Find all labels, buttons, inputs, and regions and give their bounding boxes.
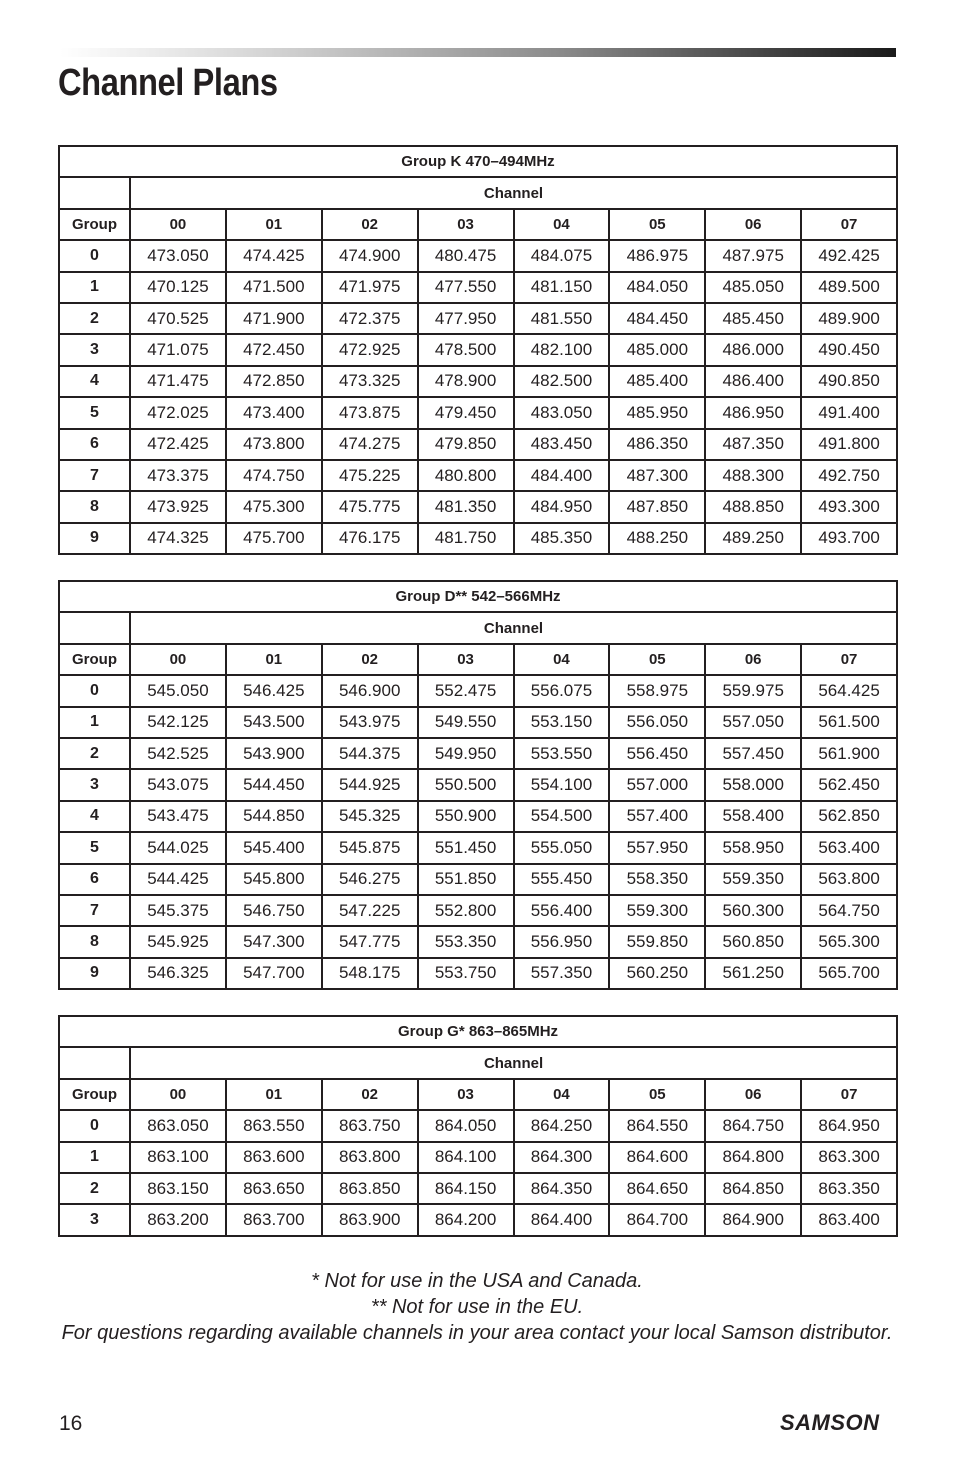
frequency-cell: 864.550 xyxy=(609,1110,705,1141)
frequency-cell: 553.550 xyxy=(514,738,610,769)
frequency-cell: 545.925 xyxy=(130,926,226,957)
table-title: Group G* 863–865MHz xyxy=(59,1016,897,1047)
frequency-cell: 475.225 xyxy=(322,460,418,491)
channel-table-group-g xyxy=(58,1015,898,1237)
frequency-cell: 546.425 xyxy=(226,675,322,706)
group-number-cell: 1 xyxy=(59,272,130,303)
frequency-cell: 481.350 xyxy=(418,491,514,522)
frequency-cell: 544.450 xyxy=(226,769,322,800)
frequency-cell: 560.300 xyxy=(705,895,801,926)
table-title: Group K 470–494MHz xyxy=(59,146,897,177)
frequency-cell: 544.375 xyxy=(322,738,418,769)
frequency-cell: 864.300 xyxy=(514,1142,610,1173)
channel-column-header: 02 xyxy=(322,644,418,675)
group-number-cell: 7 xyxy=(59,460,130,491)
channel-column-header: 04 xyxy=(514,1079,610,1110)
table-row xyxy=(59,832,897,863)
frequency-cell: 486.400 xyxy=(705,366,801,397)
blank-cell xyxy=(59,177,130,208)
table-row xyxy=(59,769,897,800)
frequency-cell: 549.950 xyxy=(418,738,514,769)
frequency-cell: 558.000 xyxy=(705,769,801,800)
frequency-cell: 478.500 xyxy=(418,334,514,365)
frequency-cell: 542.525 xyxy=(130,738,226,769)
frequency-cell: 488.850 xyxy=(705,491,801,522)
footnote-usa-canada: * Not for use in the USA and Canada. xyxy=(311,1270,643,1292)
channel-column-header: 07 xyxy=(801,644,897,675)
frequency-cell: 547.225 xyxy=(322,895,418,926)
frequency-cell: 492.750 xyxy=(801,460,897,491)
frequency-cell: 473.800 xyxy=(226,429,322,460)
table-row xyxy=(59,240,897,271)
group-number-cell: 0 xyxy=(59,675,130,706)
footnote-distributor: For questions regarding available channels in your area contact your local Samson distributor. xyxy=(61,1322,893,1344)
frequency-cell: 863.650 xyxy=(226,1173,322,1204)
frequency-cell: 488.300 xyxy=(705,460,801,491)
channel-header: Channel xyxy=(130,177,897,208)
frequency-cell: 557.950 xyxy=(609,832,705,863)
frequency-cell: 563.800 xyxy=(801,864,897,895)
table-row xyxy=(59,926,897,957)
channel-column-header: 00 xyxy=(130,209,226,240)
frequency-cell: 484.075 xyxy=(514,240,610,271)
blank-cell xyxy=(59,612,130,643)
frequency-cell: 482.100 xyxy=(514,334,610,365)
frequency-cell: 543.500 xyxy=(226,707,322,738)
channel-column-header: 04 xyxy=(514,209,610,240)
frequency-cell: 485.400 xyxy=(609,366,705,397)
frequency-cell: 864.800 xyxy=(705,1142,801,1173)
frequency-cell: 473.875 xyxy=(322,397,418,428)
frequency-cell: 549.550 xyxy=(418,707,514,738)
frequency-cell: 492.425 xyxy=(801,240,897,271)
group-number-cell: 2 xyxy=(59,1173,130,1204)
frequency-cell: 474.275 xyxy=(322,429,418,460)
frequency-cell: 474.425 xyxy=(226,240,322,271)
frequency-cell: 490.450 xyxy=(801,334,897,365)
page-title: Channel Plans xyxy=(58,62,278,104)
frequency-cell: 864.100 xyxy=(418,1142,514,1173)
frequency-cell: 863.600 xyxy=(226,1142,322,1173)
frequency-cell: 864.950 xyxy=(801,1110,897,1141)
frequency-cell: 557.400 xyxy=(609,801,705,832)
frequency-cell: 559.350 xyxy=(705,864,801,895)
frequency-cell: 864.250 xyxy=(514,1110,610,1141)
frequency-cell: 558.350 xyxy=(609,864,705,895)
channel-column-header: 01 xyxy=(226,644,322,675)
frequency-cell: 478.900 xyxy=(418,366,514,397)
channel-column-header: 00 xyxy=(130,644,226,675)
frequency-cell: 559.975 xyxy=(705,675,801,706)
channel-column-header: 05 xyxy=(609,644,705,675)
group-number-cell: 5 xyxy=(59,397,130,428)
frequency-cell: 472.925 xyxy=(322,334,418,365)
table-row xyxy=(59,864,897,895)
channel-column-header: 04 xyxy=(514,644,610,675)
frequency-cell: 551.850 xyxy=(418,864,514,895)
frequency-cell: 864.400 xyxy=(514,1204,610,1235)
frequency-cell: 545.050 xyxy=(130,675,226,706)
group-number-cell: 3 xyxy=(59,769,130,800)
frequency-cell: 554.100 xyxy=(514,769,610,800)
frequency-cell: 558.400 xyxy=(705,801,801,832)
frequency-cell: 863.750 xyxy=(322,1110,418,1141)
frequency-cell: 484.050 xyxy=(609,272,705,303)
frequency-cell: 864.900 xyxy=(705,1204,801,1235)
frequency-cell: 470.125 xyxy=(130,272,226,303)
frequency-cell: 864.750 xyxy=(705,1110,801,1141)
frequency-cell: 545.800 xyxy=(226,864,322,895)
group-column-header: Group xyxy=(59,209,130,240)
frequency-cell: 471.900 xyxy=(226,303,322,334)
channel-column-header: 01 xyxy=(226,1079,322,1110)
frequency-cell: 542.125 xyxy=(130,707,226,738)
channel-column-header: 02 xyxy=(322,209,418,240)
column-header-row xyxy=(59,644,897,675)
table-row xyxy=(59,272,897,303)
channel-column-header: 06 xyxy=(705,209,801,240)
table-row xyxy=(59,334,897,365)
frequency-cell: 561.500 xyxy=(801,707,897,738)
frequency-cell: 483.450 xyxy=(514,429,610,460)
channel-column-header: 06 xyxy=(705,1079,801,1110)
frequency-cell: 559.850 xyxy=(609,926,705,957)
frequency-cell: 863.150 xyxy=(130,1173,226,1204)
channel-column-header: 02 xyxy=(322,1079,418,1110)
frequency-cell: 864.650 xyxy=(609,1173,705,1204)
channel-header-row xyxy=(59,612,897,643)
frequency-cell: 481.550 xyxy=(514,303,610,334)
group-column-header: Group xyxy=(59,644,130,675)
frequency-cell: 864.150 xyxy=(418,1173,514,1204)
frequency-cell: 555.050 xyxy=(514,832,610,863)
frequency-cell: 485.950 xyxy=(609,397,705,428)
frequency-cell: 489.250 xyxy=(705,523,801,554)
frequency-cell: 472.425 xyxy=(130,429,226,460)
frequency-cell: 548.175 xyxy=(322,958,418,989)
frequency-cell: 493.700 xyxy=(801,523,897,554)
group-number-cell: 9 xyxy=(59,958,130,989)
page-number: 16 xyxy=(59,1412,83,1435)
table-row xyxy=(59,738,897,769)
table-title: Group D** 542–566MHz xyxy=(59,581,897,612)
frequency-cell: 552.475 xyxy=(418,675,514,706)
frequency-cell: 551.450 xyxy=(418,832,514,863)
table-row xyxy=(59,491,897,522)
group-number-cell: 1 xyxy=(59,707,130,738)
frequency-cell: 474.900 xyxy=(322,240,418,271)
frequency-cell: 564.750 xyxy=(801,895,897,926)
table-row xyxy=(59,429,897,460)
frequency-cell: 561.250 xyxy=(705,958,801,989)
frequency-cell: 565.300 xyxy=(801,926,897,957)
frequency-cell: 864.700 xyxy=(609,1204,705,1235)
channel-header: Channel xyxy=(130,612,897,643)
frequency-cell: 484.400 xyxy=(514,460,610,491)
frequency-cell: 864.600 xyxy=(609,1142,705,1173)
frequency-cell: 864.200 xyxy=(418,1204,514,1235)
frequency-cell: 480.475 xyxy=(418,240,514,271)
frequency-cell: 863.100 xyxy=(130,1142,226,1173)
samson-logo: SAMSON xyxy=(780,1410,880,1435)
frequency-cell: 557.450 xyxy=(705,738,801,769)
frequency-cell: 473.925 xyxy=(130,491,226,522)
table-row xyxy=(59,366,897,397)
group-number-cell: 0 xyxy=(59,240,130,271)
frequency-cell: 543.075 xyxy=(130,769,226,800)
frequency-cell: 544.025 xyxy=(130,832,226,863)
footnotes xyxy=(0,1268,954,1346)
channel-table-group-d xyxy=(58,580,898,990)
frequency-cell: 547.775 xyxy=(322,926,418,957)
group-number-cell: 8 xyxy=(59,926,130,957)
frequency-cell: 487.975 xyxy=(705,240,801,271)
frequency-cell: 482.500 xyxy=(514,366,610,397)
frequency-cell: 481.750 xyxy=(418,523,514,554)
frequency-cell: 476.175 xyxy=(322,523,418,554)
frequency-cell: 556.950 xyxy=(514,926,610,957)
top-gradient-rule xyxy=(60,48,896,57)
channel-column-header: 06 xyxy=(705,644,801,675)
table-row xyxy=(59,801,897,832)
frequency-cell: 864.050 xyxy=(418,1110,514,1141)
frequency-cell: 557.350 xyxy=(514,958,610,989)
frequency-cell: 561.900 xyxy=(801,738,897,769)
frequency-cell: 471.475 xyxy=(130,366,226,397)
frequency-cell: 471.500 xyxy=(226,272,322,303)
frequency-cell: 550.900 xyxy=(418,801,514,832)
table-row xyxy=(59,675,897,706)
frequency-cell: 487.300 xyxy=(609,460,705,491)
frequency-cell: 470.525 xyxy=(130,303,226,334)
frequency-cell: 560.250 xyxy=(609,958,705,989)
channel-column-header: 01 xyxy=(226,209,322,240)
frequency-cell: 491.800 xyxy=(801,429,897,460)
frequency-cell: 864.350 xyxy=(514,1173,610,1204)
frequency-cell: 864.850 xyxy=(705,1173,801,1204)
frequency-cell: 545.325 xyxy=(322,801,418,832)
frequency-cell: 545.375 xyxy=(130,895,226,926)
frequency-cell: 485.450 xyxy=(705,303,801,334)
frequency-cell: 474.750 xyxy=(226,460,322,491)
table-row xyxy=(59,397,897,428)
frequency-cell: 564.425 xyxy=(801,675,897,706)
frequency-cell: 556.400 xyxy=(514,895,610,926)
frequency-cell: 488.250 xyxy=(609,523,705,554)
frequency-cell: 562.450 xyxy=(801,769,897,800)
table-row xyxy=(59,707,897,738)
channel-column-header: 05 xyxy=(609,209,705,240)
frequency-cell: 543.475 xyxy=(130,801,226,832)
channel-column-header: 05 xyxy=(609,1079,705,1110)
group-number-cell: 0 xyxy=(59,1110,130,1141)
frequency-cell: 863.350 xyxy=(801,1173,897,1204)
channel-header-row xyxy=(59,177,897,208)
frequency-cell: 490.850 xyxy=(801,366,897,397)
group-number-cell: 6 xyxy=(59,429,130,460)
frequency-cell: 544.925 xyxy=(322,769,418,800)
frequency-cell: 487.350 xyxy=(705,429,801,460)
channel-column-header: 07 xyxy=(801,209,897,240)
channel-column-header: 03 xyxy=(418,644,514,675)
channel-column-header: 03 xyxy=(418,1079,514,1110)
frequency-cell: 863.550 xyxy=(226,1110,322,1141)
frequency-cell: 863.050 xyxy=(130,1110,226,1141)
frequency-cell: 554.500 xyxy=(514,801,610,832)
table-row xyxy=(59,958,897,989)
frequency-cell: 472.850 xyxy=(226,366,322,397)
frequency-cell: 863.900 xyxy=(322,1204,418,1235)
frequency-cell: 547.700 xyxy=(226,958,322,989)
frequency-cell: 489.900 xyxy=(801,303,897,334)
frequency-cell: 486.975 xyxy=(609,240,705,271)
frequency-cell: 472.450 xyxy=(226,334,322,365)
frequency-cell: 560.850 xyxy=(705,926,801,957)
channel-column-header: 03 xyxy=(418,209,514,240)
frequency-cell: 555.450 xyxy=(514,864,610,895)
table-row xyxy=(59,1142,897,1173)
frequency-cell: 483.050 xyxy=(514,397,610,428)
frequency-cell: 558.950 xyxy=(705,832,801,863)
frequency-cell: 477.550 xyxy=(418,272,514,303)
channel-column-header: 07 xyxy=(801,1079,897,1110)
frequency-cell: 487.850 xyxy=(609,491,705,522)
group-number-cell: 8 xyxy=(59,491,130,522)
frequency-cell: 473.050 xyxy=(130,240,226,271)
frequency-cell: 546.750 xyxy=(226,895,322,926)
table-row xyxy=(59,895,897,926)
frequency-cell: 472.025 xyxy=(130,397,226,428)
frequency-cell: 556.450 xyxy=(609,738,705,769)
table-title-row xyxy=(59,1016,897,1047)
frequency-cell: 553.150 xyxy=(514,707,610,738)
frequency-cell: 557.050 xyxy=(705,707,801,738)
channel-table-group-k xyxy=(58,145,898,555)
frequency-cell: 546.275 xyxy=(322,864,418,895)
frequency-cell: 485.000 xyxy=(609,334,705,365)
table-title-row xyxy=(59,146,897,177)
frequency-cell: 553.750 xyxy=(418,958,514,989)
group-number-cell: 4 xyxy=(59,801,130,832)
frequency-cell: 863.200 xyxy=(130,1204,226,1235)
table-row xyxy=(59,1110,897,1141)
frequency-cell: 480.800 xyxy=(418,460,514,491)
frequency-cell: 485.350 xyxy=(514,523,610,554)
group-number-cell: 2 xyxy=(59,738,130,769)
column-header-row xyxy=(59,209,897,240)
frequency-cell: 556.050 xyxy=(609,707,705,738)
frequency-cell: 486.000 xyxy=(705,334,801,365)
table-row xyxy=(59,1173,897,1204)
frequency-cell: 489.500 xyxy=(801,272,897,303)
channel-column-header: 00 xyxy=(130,1079,226,1110)
frequency-cell: 479.450 xyxy=(418,397,514,428)
table-row xyxy=(59,1204,897,1235)
frequency-cell: 477.950 xyxy=(418,303,514,334)
frequency-cell: 547.300 xyxy=(226,926,322,957)
frequency-cell: 473.400 xyxy=(226,397,322,428)
frequency-cell: 543.975 xyxy=(322,707,418,738)
frequency-cell: 563.400 xyxy=(801,832,897,863)
footnote-eu: ** Not for use in the EU. xyxy=(370,1296,584,1318)
frequency-cell: 545.875 xyxy=(322,832,418,863)
group-number-cell: 6 xyxy=(59,864,130,895)
frequency-cell: 475.700 xyxy=(226,523,322,554)
group-number-cell: 1 xyxy=(59,1142,130,1173)
table-row xyxy=(59,303,897,334)
frequency-cell: 481.150 xyxy=(514,272,610,303)
frequency-cell: 863.400 xyxy=(801,1204,897,1235)
frequency-cell: 559.300 xyxy=(609,895,705,926)
table-row xyxy=(59,460,897,491)
frequency-cell: 473.375 xyxy=(130,460,226,491)
frequency-cell: 485.050 xyxy=(705,272,801,303)
frequency-cell: 550.500 xyxy=(418,769,514,800)
frequency-cell: 557.000 xyxy=(609,769,705,800)
frequency-cell: 544.425 xyxy=(130,864,226,895)
frequency-cell: 553.350 xyxy=(418,926,514,957)
group-number-cell: 5 xyxy=(59,832,130,863)
frequency-cell: 484.450 xyxy=(609,303,705,334)
group-number-cell: 3 xyxy=(59,1204,130,1235)
frequency-cell: 558.975 xyxy=(609,675,705,706)
group-number-cell: 2 xyxy=(59,303,130,334)
frequency-cell: 491.400 xyxy=(801,397,897,428)
frequency-cell: 546.900 xyxy=(322,675,418,706)
frequency-cell: 544.850 xyxy=(226,801,322,832)
frequency-cell: 471.975 xyxy=(322,272,418,303)
frequency-cell: 545.400 xyxy=(226,832,322,863)
frequency-cell: 473.325 xyxy=(322,366,418,397)
frequency-cell: 486.950 xyxy=(705,397,801,428)
group-number-cell: 9 xyxy=(59,523,130,554)
frequency-cell: 546.325 xyxy=(130,958,226,989)
frequency-cell: 556.075 xyxy=(514,675,610,706)
frequency-cell: 565.700 xyxy=(801,958,897,989)
frequency-cell: 484.950 xyxy=(514,491,610,522)
table-title-row xyxy=(59,581,897,612)
group-column-header: Group xyxy=(59,1079,130,1110)
frequency-cell: 863.700 xyxy=(226,1204,322,1235)
frequency-cell: 475.300 xyxy=(226,491,322,522)
blank-cell xyxy=(59,1047,130,1078)
frequency-cell: 562.850 xyxy=(801,801,897,832)
frequency-cell: 474.325 xyxy=(130,523,226,554)
frequency-cell: 493.300 xyxy=(801,491,897,522)
column-header-row xyxy=(59,1079,897,1110)
frequency-cell: 863.850 xyxy=(322,1173,418,1204)
frequency-cell: 471.075 xyxy=(130,334,226,365)
frequency-cell: 475.775 xyxy=(322,491,418,522)
frequency-cell: 486.350 xyxy=(609,429,705,460)
group-number-cell: 3 xyxy=(59,334,130,365)
frequency-cell: 472.375 xyxy=(322,303,418,334)
group-number-cell: 7 xyxy=(59,895,130,926)
group-number-cell: 4 xyxy=(59,366,130,397)
channel-header-row xyxy=(59,1047,897,1078)
frequency-cell: 863.300 xyxy=(801,1142,897,1173)
table-row xyxy=(59,523,897,554)
frequency-cell: 552.800 xyxy=(418,895,514,926)
frequency-cell: 479.850 xyxy=(418,429,514,460)
channel-header: Channel xyxy=(130,1047,897,1078)
frequency-cell: 543.900 xyxy=(226,738,322,769)
frequency-cell: 863.800 xyxy=(322,1142,418,1173)
